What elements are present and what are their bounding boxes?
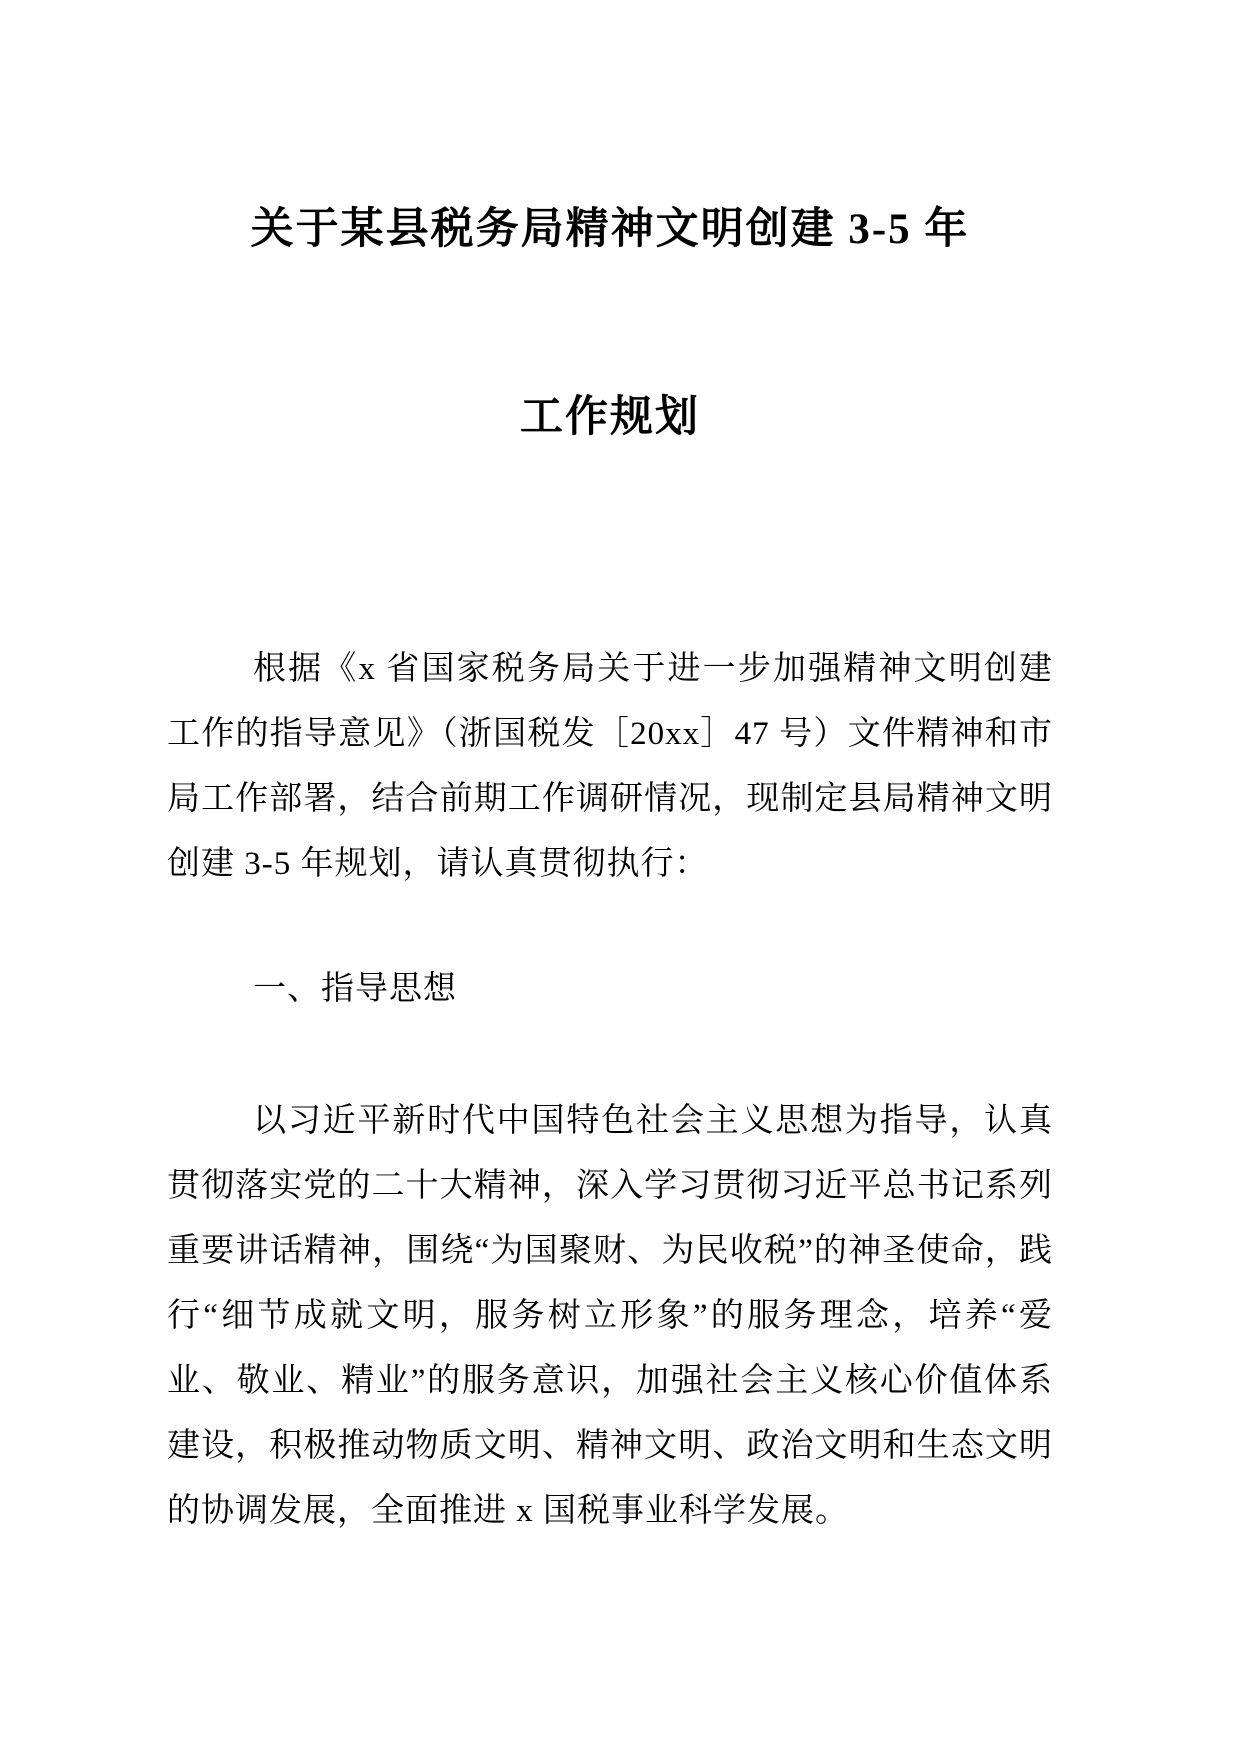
- document-content: [167, 0, 1053, 1544]
- document-title-line-2: 工作规划: [520, 394, 700, 441]
- intro-paragraph: 根据《x 省国家税务局关于进一步加强精神文明创建工作的指导意见》（浙国税发［20xx］47 号）文件精神和市局工作部署，结合前期工作调研情况，现制定县局精神文明创建 3-5 年规划，请认真贯彻执行：: [167, 651, 1053, 882]
- document-title-line-1: 关于某县税务局精神文明创建 3-5 年: [250, 206, 970, 253]
- section-heading-guiding-ideology: 一、指导思想: [253, 971, 457, 1007]
- guiding-ideology-paragraph: 以习近平新时代中国特色社会主义思想为指导，认真贯彻落实党的二十大精神，深入学习贯彻习近平总书记系列重要讲话精神，围绕“为国聚财、为民收税”的神圣使命，践行“细节成就文明，服务树立形象”的服务理念，培养“爱业、敬业、精业”的服务意识，加强社会主义核心价值体系建设，积极推动物质文明、精神文明、政治文明和生态文明的协调发展，全面推进 x 国税事业科学发展。: [167, 1103, 1053, 1529]
